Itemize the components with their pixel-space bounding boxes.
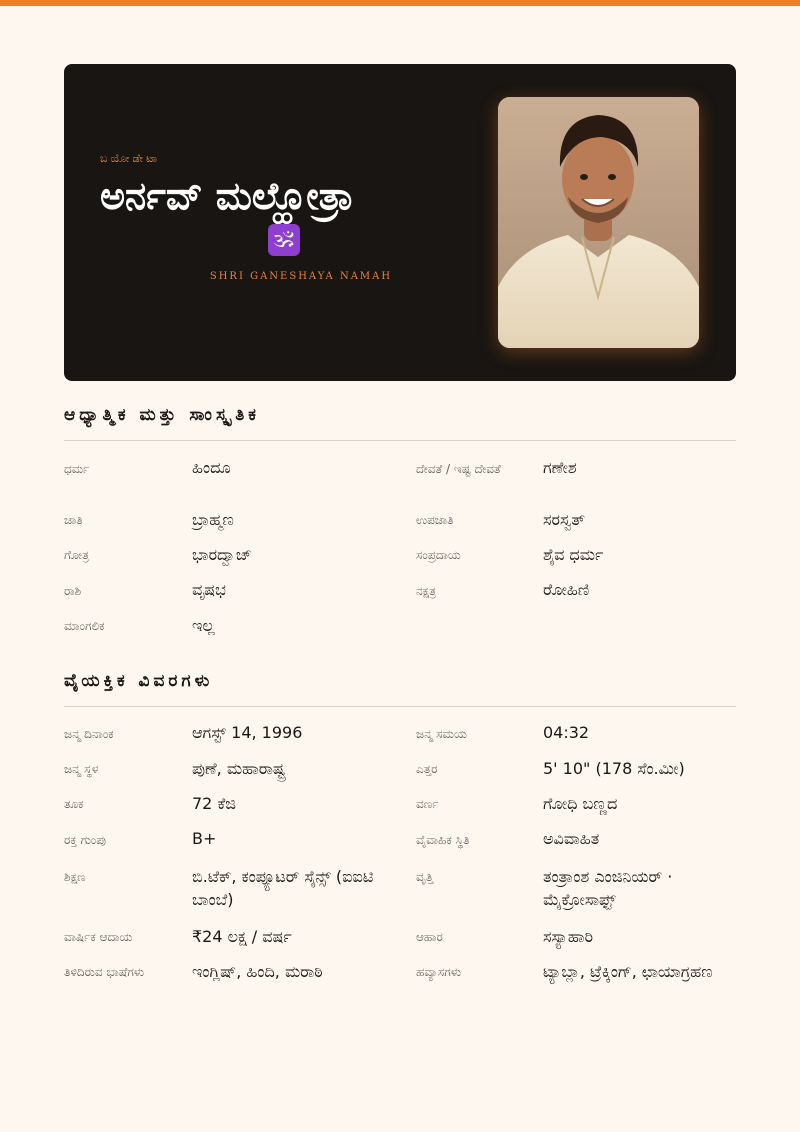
section-divider [64,706,736,707]
field-label-birth-time: ಜನ್ಮ ಸಮಯ [416,727,467,741]
field-label-complexion: ವರ್ಣ [416,797,439,811]
field-label-languages: ತಿಳಿದಿರುವ ಭಾಷೆಗಳು [64,965,145,979]
field-label-height: ಎತ್ತರ [416,762,438,776]
field-label-education: ಶಿಕ್ಷಣ [64,870,86,884]
field-label-marital-status: ವೈವಾಹಿಕ ಸ್ಥಿತಿ [416,833,470,847]
field-label-gotra: ಗೋತ್ರ [64,548,89,562]
field-value-hobbies: ಟ್ಯಾಬ್ಲಾ, ಟ್ರೆಕ್ಕಿಂಗ್, ಛಾಯಾಗ್ರಹಣ [543,962,713,981]
field-value-diet: ಸಸ್ಯಾಹಾರಿ [543,927,594,946]
field-label-nakshatra: ನಕ್ಷತ್ರ [416,584,437,598]
field-value-religion: ಹಿಂದೂ [192,458,231,477]
section-title-personal: ವೈಯಕ್ತಿಕ ವಿವರಗಳು [64,671,214,691]
field-value-weight: 72 ಕೆಜಿ [192,794,237,813]
field-value-annual-income: ₹24 ಲಕ್ಷ / ವರ್ಷ [192,927,292,946]
field-label-weight: ತೂಕ [64,797,84,811]
field-value-education: ಬಿ.ಟೆಕ್, ಕಂಪ್ಯೂಟರ್ ಸೈನ್ಸ್ (ಐಐಟಿ ಬಾಂಬೆ) [192,867,374,909]
field-value-manglik: ಇಲ್ಲ [192,616,215,635]
om-icon: 🕉 [268,224,300,256]
section-title-spiritual: ಆಧ್ಯಾತ್ಮಿಕ ಮತ್ತು ಸಾಂಸ್ಕೃತಿಕ [64,405,260,425]
top-accent-bar [0,0,800,6]
field-value-nakshatra: ರೋಹಿಣಿ [543,580,590,599]
field-label-hobbies: ಹವ್ಯಾಸಗಳು [416,965,462,979]
field-value-deity: ಗಣೇಶ [543,458,577,477]
field-value-marital-status: ಅವಿವಾಹಿತ [543,829,600,848]
section-divider [64,440,736,441]
field-value-gotra: ಭಾರದ್ವಾಜ್ [192,545,252,564]
field-value-rashi: ವೃಷಭ [192,580,226,599]
field-value-subcaste: ಸರಸ್ವತ್ [543,510,585,529]
field-value-complexion: ಗೋಧಿ ಬಣ್ಣದ [543,794,618,813]
blessing-text: SHRI GANESHAYA NAMAH [209,271,393,282]
field-value-blood-group: B+ [192,829,217,848]
field-value-birth-place: ಪುಣೆ, ಮಹಾರಾಷ್ಟ್ರ [192,759,286,778]
portrait-illustration [498,97,699,348]
field-label-annual-income: ವಾರ್ಷಿಕ ಆದಾಯ [64,930,133,944]
field-value-languages: ಇಂಗ್ಲಿಷ್, ಹಿಂದಿ, ಮರಾಠಿ [192,962,323,981]
field-label-tradition: ಸಂಪ್ರದಾಯ [416,548,461,562]
field-label-dob: ಜನ್ಮ ದಿನಾಂಕ [64,727,114,741]
field-value-caste: ಬ್ರಾಹ್ಮಣ [192,510,234,529]
field-value-dob: ಆಗಸ್ಟ್ 14, 1996 [192,723,303,742]
hero-banner [64,64,736,381]
field-label-religion: ಧರ್ಮ [64,462,90,476]
field-value-height: 5' 10" (178 ಸೆಂ.ಮೀ) [543,759,685,778]
field-label-blood-group: ರಕ್ತ ಗುಂಪು [64,833,106,847]
field-value-birth-time: 04:32 [543,723,590,742]
field-label-diet: ಆಹಾರ [416,930,443,944]
field-label-deity: ದೇವತೆ / ಇಷ್ಟ ದೇವತೆ [416,462,501,476]
field-label-rashi: ರಾಶಿ [64,584,82,598]
field-label-birth-place: ಜನ್ಮ ಸ್ಥಳ [64,762,99,776]
field-value-tradition: ಶೈವ ಧರ್ಮ [543,545,604,564]
biodata-kicker: ಬಯೋಡೇಟಾ [100,152,161,165]
candidate-name: ಅರ್ನವ್ ಮಲ್ಹೋತ್ರಾ [100,174,354,218]
hero-text [100,64,500,381]
field-value-profession: ತಂತ್ರಾಂಶ ಎಂಜಿನಿಯರ್ · ಮೈಕ್ರೋಸಾಫ್ಟ್ [543,867,673,909]
field-label-caste: ಜಾತಿ [64,513,83,527]
field-label-subcaste: ಉಪಜಾತಿ [416,513,454,527]
profile-photo [498,97,699,348]
field-label-profession: ವೃತ್ತಿ [416,870,434,884]
field-label-manglik: ಮಾಂಗಲಿಕ [64,619,105,633]
